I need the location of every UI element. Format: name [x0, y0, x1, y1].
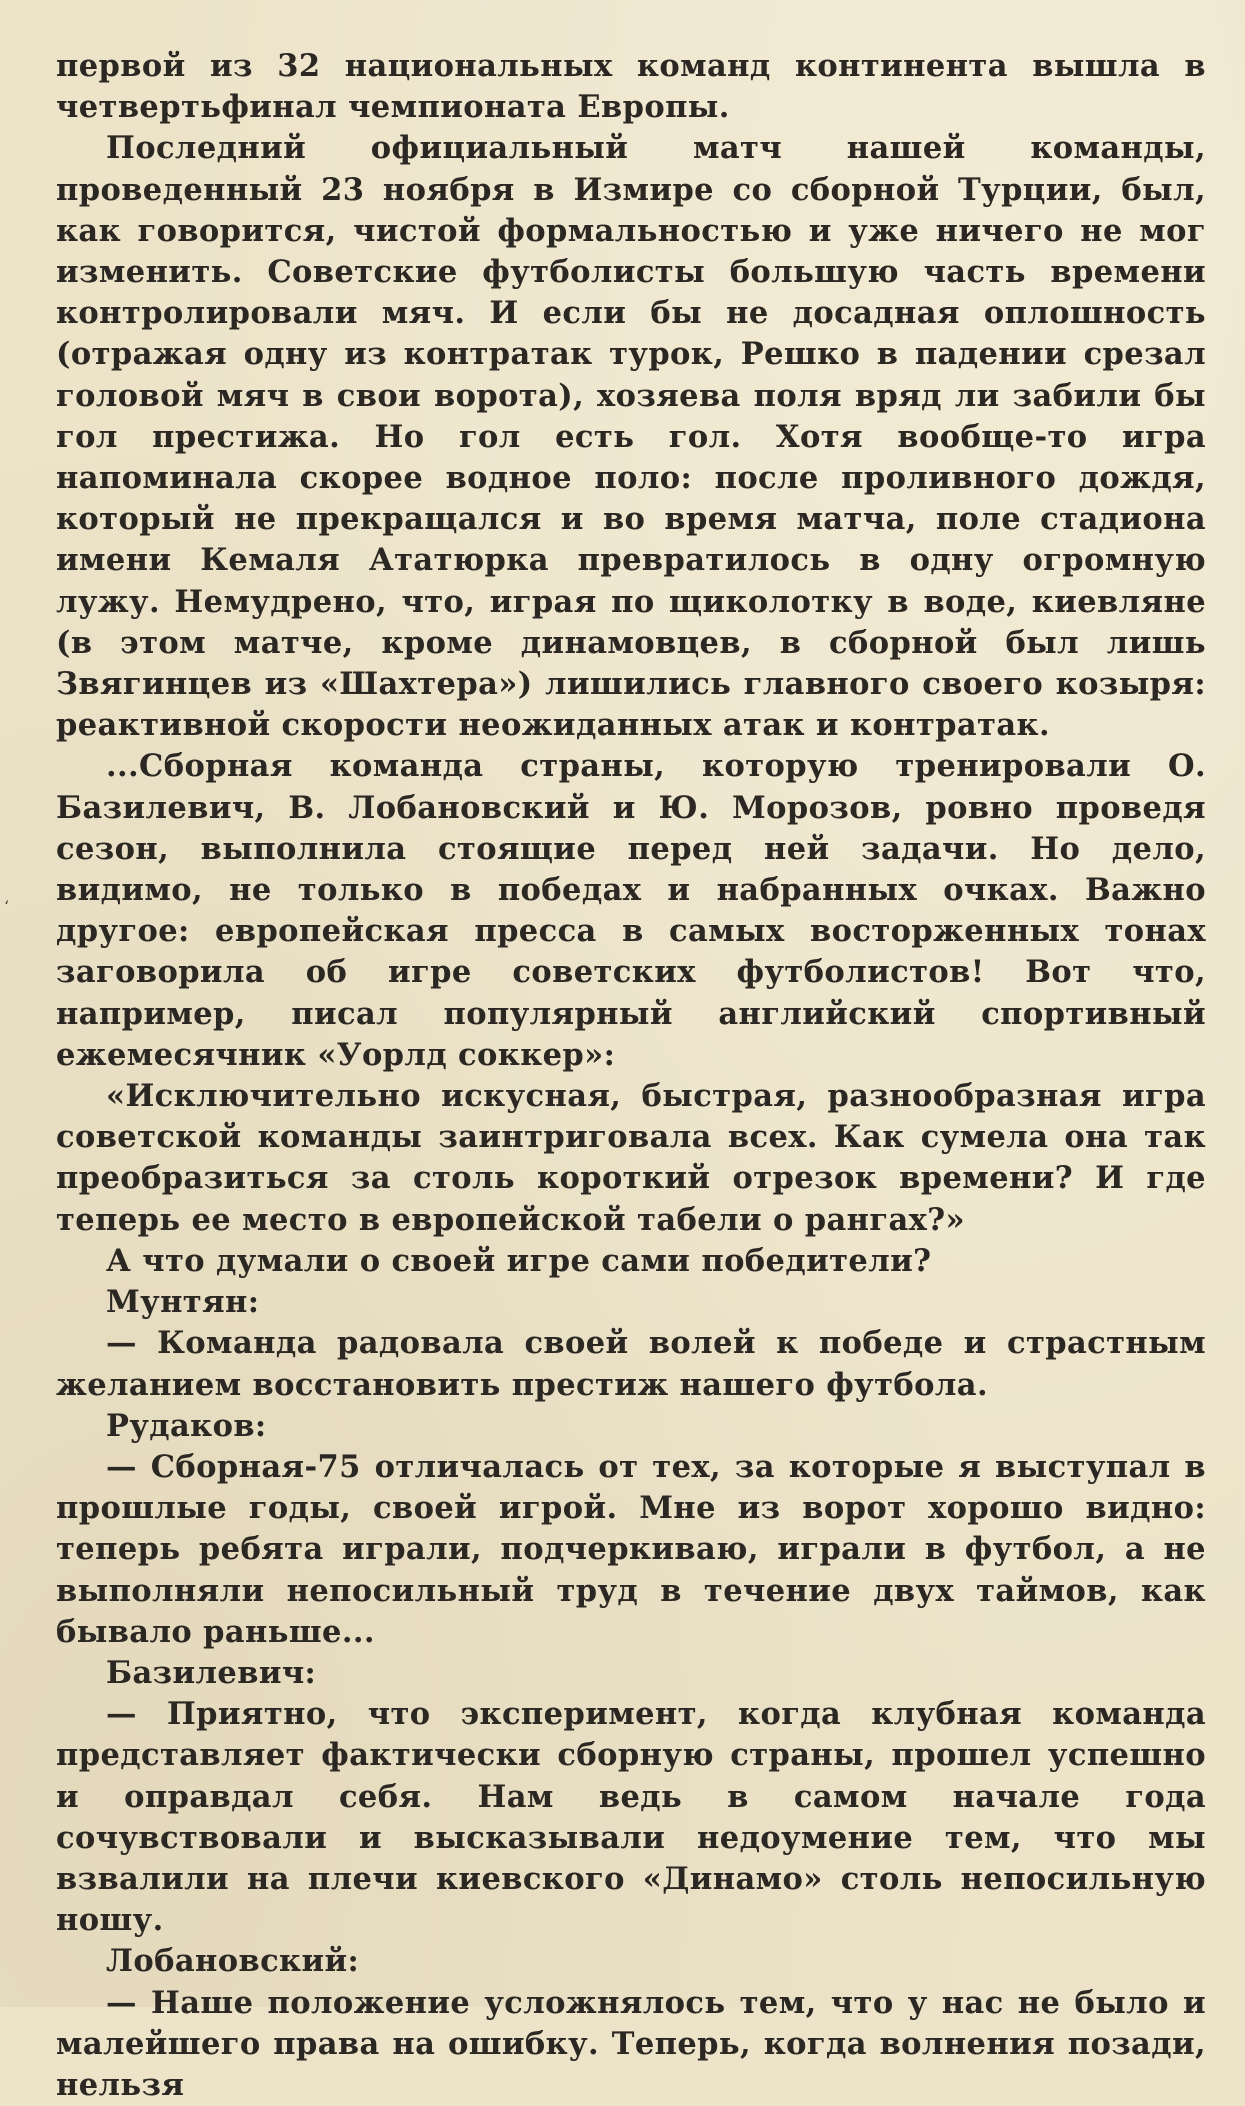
- speaker-name: Лобановский:: [106, 1943, 360, 1980]
- speaker-remark: — Сборная-75 отличалась от тех, за которые я выступал в прошлые годы, своей игрой. Мне из ворот хорошо видно: теперь ребята играли, подчеркиваю, играли в футбол, а не выполняли непосильный труд в течение двух таймов, как бывало раньше...: [56, 1448, 1206, 1650]
- body-text: [56, 46, 1206, 2106]
- margin-mark: ‘: [4, 897, 10, 916]
- speaker-remark: — Команда радовала своей волей к победе и страстным желанием восстановить престиж нашего футбола.: [56, 1325, 1206, 1403]
- speaker-name: Рудаков:: [106, 1407, 267, 1444]
- quote-paragraph: «Исключительно искусная, быстрая, разнообразная игра советской команды заинтриговала всех. Как сумела она так преобразиться за столь короткий отрезок времени? И где теперь ее место в европейской табели о рангах?»: [56, 1078, 1206, 1238]
- paragraph: А что думали о своей игре сами победители?: [106, 1242, 932, 1279]
- speaker-remark: — Наше положение усложнялось тем, что у нас не было и малейшего права на ошибку. Теперь, когда волнения позади, нельзя: [56, 1984, 1206, 2103]
- speaker-name: Мунтян:: [106, 1284, 260, 1321]
- paragraph: ...Сборная команда страны, которую тренировали О. Базилевич, В. Лобановский и Ю. Морозов, ровно проведя сезон, выполнила стоящие перед ней задачи. Но дело, видимо, не только в победах и набранных очках. Важно другое: европейская пресса в самых восторженных тонах заговорила об игре советских футболистов! Вот что, например, писал популярный английский спортивный ежемесячник «Уорлд соккер»:: [56, 748, 1206, 1073]
- speaker-name: Базилевич:: [106, 1654, 317, 1691]
- paragraph-continuation: первой из 32 национальных команд континента вышла в четвертьфинал чемпионата Европы.: [56, 48, 1206, 126]
- speaker-remark: — Приятно, что эксперимент, когда клубная команда представляет фактически сборную страны, прошел успешно и оправдал себя. Нам ведь в самом начале года сочувствовали и высказывали недоумение тем, что мы взвалили на плечи киевского «Динамо» столь непосильную ношу.: [56, 1696, 1206, 1939]
- paragraph: Последний официальный матч нашей команды, проведенный 23 ноября в Измире со сборной Турции, был, как говорится, чистой формальностью и уже ничего не мог изменить. Советские футболисты большую часть времени контролировали мяч. И если бы не досадная оплошность (отражая одну из контратак турок, Решко в падении срезал головой мяч в свои ворота), хозяева поля вряд ли забили бы гол престижа. Но гол есть гол. Хотя вообще-то игра напоминала скорее водное поло: после проливного дождя, который не прекращался и во время матча, поле стадиона имени Кемаля Ататюрка превратилось в одну огромную лужу. Немудрено, что, играя по щиколотку в воде, киевляне (в этом матче, кроме динамовцев, в сборной был лишь Звягинцев из «Шахтера») лишились главного своего козыря: реактивной скорости неожиданных атак и контратак.: [56, 130, 1206, 744]
